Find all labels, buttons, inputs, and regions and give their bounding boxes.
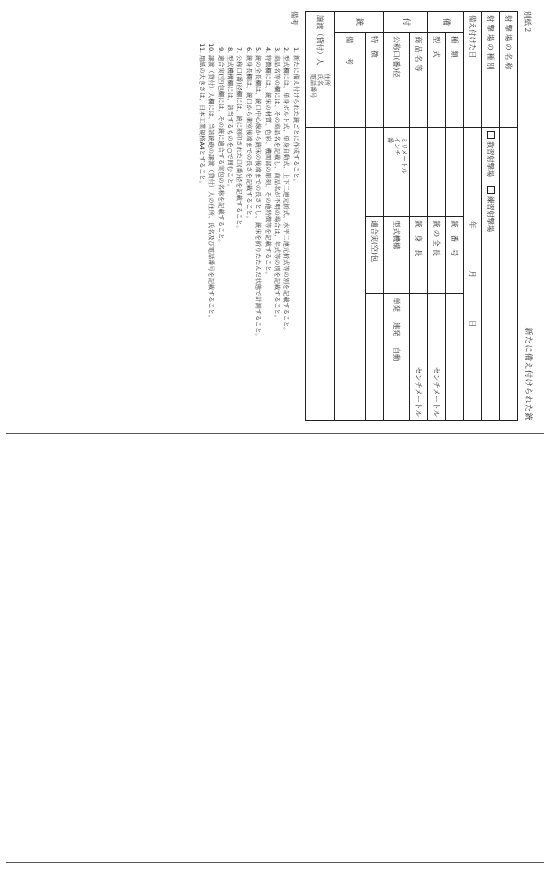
remarks-label: 備 考 — [334, 33, 365, 128]
row-transferor — [305, 12, 334, 421]
transferor-phone: 電話番号 — [309, 73, 317, 99]
model-label: 型 式 — [428, 33, 446, 128]
transferor-name: 氏名 — [316, 73, 324, 86]
rotated-document — [10, 11, 540, 421]
notes-heading: 備考 — [289, 11, 299, 26]
caliber-unit-mm: ミリメートル — [400, 137, 407, 175]
note-item: 9. 適合実(空)包欄には、その銃に適合する実包の名称を記載すること。 — [215, 55, 223, 340]
note-item: 6. 銃身長欄は、銃口から薬室後端までの長さを記載すること。 — [243, 55, 251, 340]
attachment-label: 別紙２ — [523, 11, 533, 34]
notes-list — [196, 41, 299, 340]
caliber-unit-ban: 番 — [385, 137, 393, 144]
range-name-label: 射 撃 場 の 名 称 — [500, 12, 518, 128]
total-length-unit: センチメートル — [428, 294, 446, 421]
product-name-value[interactable] — [410, 128, 428, 217]
row-caliber — [383, 12, 409, 421]
note-item: 8. 型式機構欄には、該当するものを○で囲むこと。 — [225, 55, 233, 340]
cartridge-label: 適合実(空)包 — [365, 217, 383, 294]
note-item: 1. 新たに備え付けられた銃ごとに作成すること。 — [290, 55, 298, 340]
caliber-units[interactable] — [383, 128, 409, 217]
row-product-name — [410, 12, 428, 421]
mechanism-auto: 自動 — [392, 346, 402, 362]
model-value[interactable] — [428, 128, 446, 217]
row-range-name — [500, 12, 518, 421]
note-item: 5. 銃の全長欄は、銃口中心線から銃床の後端までの長さとし、銃床を折りたたんだ状態で計測すること。 — [253, 55, 261, 340]
cartridge-value[interactable] — [365, 294, 383, 421]
notes-section — [196, 11, 299, 421]
month-unit: 月 — [468, 270, 478, 278]
row-model — [428, 12, 446, 421]
type-value[interactable] — [446, 128, 464, 217]
row-remarks — [334, 12, 365, 421]
year-unit: 年 — [468, 221, 478, 229]
page-divider — [6, 433, 544, 434]
form-sheet — [6, 6, 544, 426]
group-bi: 備 — [428, 12, 464, 33]
note-item: 11. 用紙の大きさは、日本工業規格A4とすること。 — [197, 55, 205, 340]
number-label: 銃 番 号 — [446, 217, 464, 294]
note-item: 4. 特徴欄には、銃床の材質、色彩、機関部の彫刻、その他特徴等を記載すること。 — [262, 55, 270, 340]
transferor-label — [305, 12, 334, 128]
transferor-value[interactable] — [305, 128, 334, 421]
transferor-title: 譲渡（貸付）人 — [315, 15, 325, 66]
document-title: 新たに備え付けられた銃 — [523, 327, 533, 421]
document-header — [522, 11, 540, 421]
note-item: 3. 商品名等の欄には、その商品名を記載し、商品名が不明の場合は、年式等の別を記載すること。 — [272, 55, 280, 340]
checkbox-kyoshu[interactable] — [487, 131, 495, 139]
row-type — [446, 12, 464, 421]
mechanism-options[interactable] — [383, 294, 409, 421]
install-date-value[interactable] — [464, 128, 482, 421]
range-name-value[interactable] — [500, 128, 518, 421]
note-item: 7. 公称口(番)径欄には、銃に刻印された口(番)径を記載すること。 — [234, 55, 242, 340]
registration-form-table — [305, 11, 518, 421]
barrel-length-unit: センチメートル — [410, 294, 428, 421]
group-tsuke: 付 — [383, 12, 427, 33]
mechanism-label: 型式機構 — [383, 217, 409, 294]
remarks-value[interactable] — [334, 128, 365, 421]
product-name-label: 商 品 名 等 — [410, 33, 428, 128]
group-ju: 銃 — [334, 12, 383, 33]
caliber-unit-inch: インチ — [392, 137, 400, 156]
note-item: 2. 型式欄には、単身ボルト式、単身自動式、上下二連元折式、水平二連元折式等の別を記載すること。 — [281, 55, 289, 340]
total-length-label: 銃 の 全 長 — [428, 217, 446, 294]
option-kyoshu: 教習射撃場 — [486, 141, 496, 177]
caliber-label: 公称口(番)径 — [383, 33, 409, 128]
features-value[interactable] — [365, 128, 383, 217]
option-renshu: 練習射撃場 — [486, 196, 496, 233]
row-features — [365, 12, 383, 421]
type-label: 種 類 — [446, 33, 464, 128]
number-value[interactable] — [446, 294, 464, 421]
range-type-label: 射 撃 場 の 種 別 — [482, 12, 500, 128]
day-unit: 日 — [468, 320, 478, 328]
mechanism-single: 単発 — [392, 297, 402, 312]
bottom-divider — [6, 862, 544, 863]
install-date-label: 備え付けた日 — [464, 12, 482, 128]
row-range-type — [482, 12, 500, 421]
features-label: 特 徴 — [365, 33, 383, 128]
row-install-date — [464, 12, 482, 421]
range-type-options — [482, 128, 500, 421]
transferor-address: 住所 — [323, 73, 331, 86]
barrel-length-label: 銃 身 長 — [410, 217, 428, 294]
checkbox-renshu[interactable] — [487, 186, 495, 194]
mechanism-repeat: 連発 — [392, 322, 402, 337]
note-item: 10. 譲渡（貸付）人欄には、当該銃砲の譲渡（貸付）人の住所、氏名及び電話番号を記載すること。 — [206, 55, 214, 340]
